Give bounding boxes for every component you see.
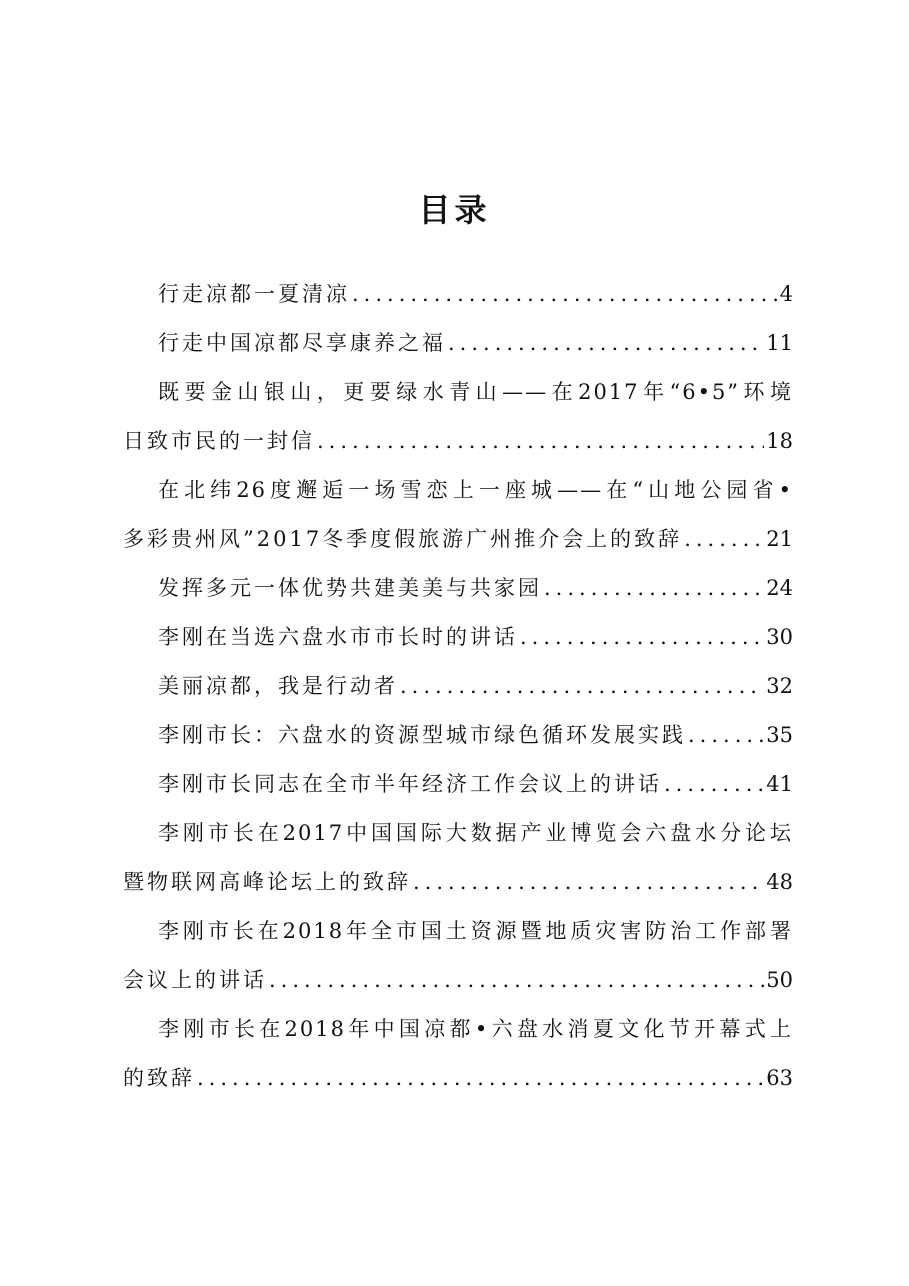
leader-dots: [413, 858, 764, 907]
leader-dots: [684, 515, 764, 564]
leader-dots: [544, 564, 764, 613]
toc-entry-title: 既要金山银山，更要绿水青山——在2017年“6•5”环境: [158, 380, 793, 404]
toc-entry-title: 美丽凉都，我是行动者: [158, 674, 398, 698]
toc-entry[interactable]: [123, 564, 793, 613]
toc-entry[interactable]: [123, 368, 793, 466]
toc-entry[interactable]: [123, 1005, 793, 1103]
toc-page-number: 48: [766, 870, 793, 894]
toc-page-number: 21: [766, 527, 793, 551]
toc-entry-title: 李刚市长在2017中国国际大数据产业博览会六盘水分论坛: [158, 821, 793, 845]
toc-entry-title: 李刚市长：六盘水的资源型城市绿色循环发展实践: [158, 723, 686, 747]
leader-dots: [688, 711, 764, 760]
toc-entry-title: 发挥多元一体优势共建美美与共家园: [158, 576, 542, 600]
toc-entry[interactable]: [123, 907, 793, 1005]
toc-entry[interactable]: [123, 809, 793, 907]
leader-dots: [352, 270, 778, 319]
toc-entry[interactable]: [123, 711, 793, 760]
toc-entry-title-continued: 会议上的讲话: [123, 968, 267, 992]
toc-page-number: 11: [766, 331, 793, 355]
toc-page-number: 32: [766, 674, 793, 698]
toc-entry-title: 李刚市长在2018年中国凉都•六盘水消夏文化节开幕式上: [158, 1017, 793, 1041]
leader-dots: [269, 956, 764, 1005]
toc-page-number: 24: [766, 576, 793, 600]
toc-title: 目录: [418, 191, 491, 229]
toc-entry[interactable]: [123, 319, 793, 368]
toc-entry-title: 行走中国凉都尽享康养之福: [158, 331, 446, 355]
toc-entry-title: 在北纬26度邂逅一场雪恋上一座城——在“山地公园省•: [158, 478, 793, 502]
toc-page-number: 4: [779, 282, 793, 306]
toc-entry-title-continued: 暨物联网高峰论坛上的致辞: [123, 870, 411, 894]
toc-entry[interactable]: [123, 760, 793, 809]
toc-page-number: 35: [766, 723, 793, 747]
leader-dots: [520, 613, 764, 662]
toc-entry[interactable]: [123, 270, 793, 319]
leader-dots: [197, 1054, 764, 1103]
toc-entry-title-continued: 的致辞: [123, 1066, 195, 1090]
toc-list: [123, 270, 793, 1103]
toc-entry-title: 李刚市长在2018年全市国土资源暨地质灾害防治工作部署: [158, 919, 793, 943]
toc-entry-title: 行走凉都一夏清凉: [158, 282, 350, 306]
toc-entry[interactable]: [123, 466, 793, 564]
leader-dots: [664, 760, 764, 809]
toc-page-number: 41: [766, 772, 793, 796]
leader-dots: [448, 319, 764, 368]
toc-page-number: 18: [766, 429, 793, 453]
toc-entry-title-continued: 多彩贵州风”2017冬季度假旅游广州推介会上的致辞: [123, 527, 683, 551]
toc-page-number: 30: [766, 625, 793, 649]
toc-entry-title: 李刚在当选六盘水市市长时的讲话: [158, 625, 518, 649]
toc-page-number: 63: [766, 1066, 793, 1090]
toc-entry-title-continued: 日致市民的一封信: [123, 429, 315, 453]
toc-entry-title: 李刚市长同志在全市半年经济工作会议上的讲话: [158, 772, 662, 796]
leader-dots: [400, 662, 764, 711]
leader-dots: [317, 417, 764, 466]
toc-entry[interactable]: [123, 613, 793, 662]
toc-entry[interactable]: [123, 662, 793, 711]
toc-page-number: 50: [766, 968, 793, 992]
